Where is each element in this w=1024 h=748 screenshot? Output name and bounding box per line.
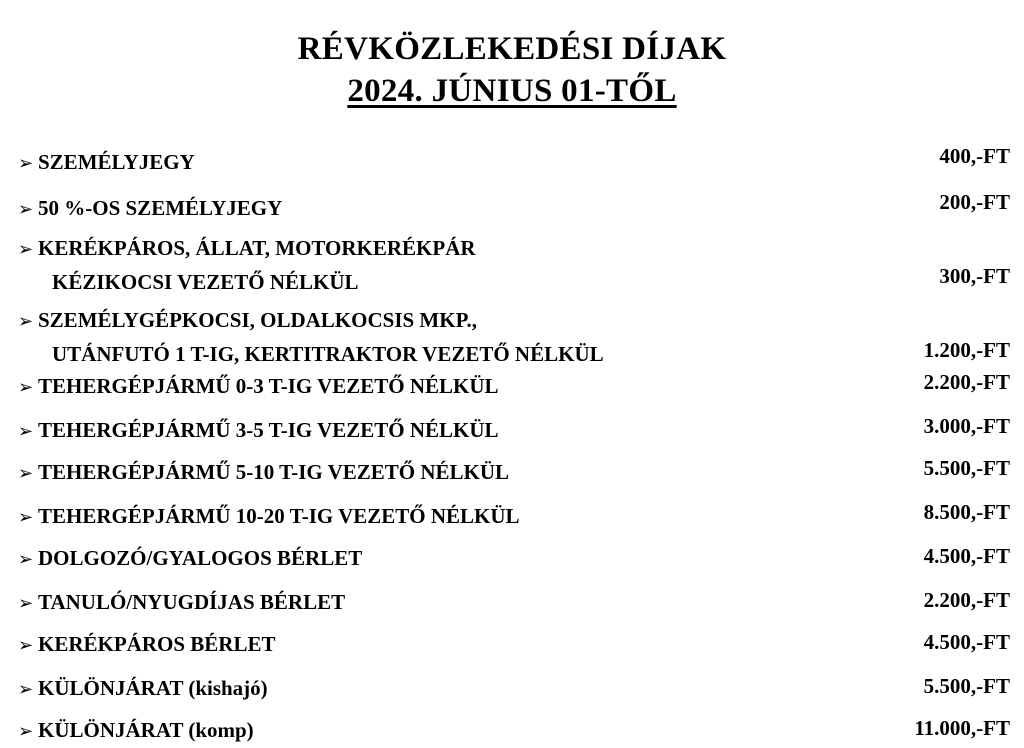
price-row-label: TEHERGÉPJÁRMŰ 5-10 T-IG VEZETŐ NÉLKÜL bbox=[38, 460, 510, 484]
page-subtitle bbox=[0, 71, 1024, 111]
price-value: 5.500,-FT bbox=[923, 456, 1010, 480]
price-row-label-line2: KÉZIKOCSI VEZETŐ NÉLKÜL bbox=[52, 270, 359, 294]
price-value: 300,-FT bbox=[939, 264, 1010, 288]
price-value: 4.500,-FT bbox=[923, 630, 1010, 654]
price-row-label-wrap bbox=[18, 192, 282, 226]
price-row-label: KERÉKPÁROS BÉRLET bbox=[38, 632, 276, 656]
arrow-bullet-icon: ➢ bbox=[18, 463, 34, 484]
price-row-label-line2: UTÁNFUTÓ 1 T-IG, KERTITRAKTOR VEZETŐ NÉLKÜL bbox=[52, 342, 604, 366]
arrow-bullet-icon: ➢ bbox=[18, 199, 34, 220]
price-value: 5.500,-FT bbox=[923, 674, 1010, 698]
price-value: 1.200,-FT bbox=[923, 338, 1010, 362]
price-row-label-wrap bbox=[18, 146, 195, 180]
arrow-bullet-icon: ➢ bbox=[18, 239, 34, 260]
price-value: 2.200,-FT bbox=[923, 588, 1010, 612]
price-row-label: KERÉKPÁROS, ÁLLAT, MOTORKERÉKPÁR bbox=[38, 236, 476, 260]
price-row-label: SZEMÉLYGÉPKOCSI, OLDALKOCSIS MKP., bbox=[38, 308, 477, 332]
price-value: 400,-FT bbox=[939, 144, 1010, 168]
arrow-bullet-icon: ➢ bbox=[18, 635, 34, 656]
price-row-label-wrap bbox=[18, 628, 275, 662]
price-row-label: KÜLÖNJÁRAT (kishajó) bbox=[38, 676, 268, 700]
price-row-label: TEHERGÉPJÁRMŰ 3-5 T-IG VEZETŐ NÉLKÜL bbox=[38, 418, 499, 442]
arrow-bullet-icon: ➢ bbox=[18, 593, 34, 614]
price-row-label-wrap bbox=[18, 542, 362, 576]
price-value: 3.000,-FT bbox=[923, 414, 1010, 438]
price-row-label-wrap bbox=[18, 586, 345, 620]
price-value: 4.500,-FT bbox=[923, 544, 1010, 568]
page-title: RÉVKÖZLEKEDÉSI DÍJAK bbox=[297, 31, 727, 67]
price-row-label-wrap bbox=[18, 304, 604, 370]
arrow-bullet-icon: ➢ bbox=[18, 311, 34, 332]
price-row-label-wrap bbox=[18, 672, 268, 706]
price-row-label-wrap bbox=[18, 414, 499, 448]
price-row-label: KÜLÖNJÁRAT (komp) bbox=[38, 718, 254, 742]
arrow-bullet-icon: ➢ bbox=[18, 421, 34, 442]
price-row-label: TANULÓ/NYUGDÍJAS BÉRLET bbox=[38, 590, 346, 614]
price-value: 8.500,-FT bbox=[923, 500, 1010, 524]
subtitle-text: 2024. JÚNIUS 01-TŐL bbox=[347, 73, 677, 109]
price-value: 11.000,-FT bbox=[914, 716, 1010, 740]
price-row-label-wrap bbox=[18, 370, 499, 404]
arrow-bullet-icon: ➢ bbox=[18, 377, 34, 398]
price-row-label: TEHERGÉPJÁRMŰ 10-20 T-IG VEZETŐ NÉLKÜL bbox=[38, 504, 520, 528]
arrow-bullet-icon: ➢ bbox=[18, 679, 34, 700]
arrow-bullet-icon: ➢ bbox=[18, 507, 34, 528]
price-row-label: SZEMÉLYJEGY bbox=[38, 150, 195, 174]
price-row-label: 50 %-OS SZEMÉLYJEGY bbox=[38, 196, 283, 220]
price-value: 2.200,-FT bbox=[923, 370, 1010, 394]
price-row-label-wrap bbox=[18, 500, 520, 534]
price-row-label: TEHERGÉPJÁRMŰ 0-3 T-IG VEZETŐ NÉLKÜL bbox=[38, 374, 499, 398]
arrow-bullet-icon: ➢ bbox=[18, 549, 34, 570]
price-row-label: DOLGOZÓ/GYALOGOS BÉRLET bbox=[38, 546, 363, 570]
price-row-label-wrap bbox=[18, 456, 509, 490]
price-row-label-wrap bbox=[18, 714, 254, 748]
arrow-bullet-icon: ➢ bbox=[18, 153, 34, 174]
price-value: 200,-FT bbox=[939, 190, 1010, 214]
price-row-label-wrap bbox=[18, 232, 476, 298]
arrow-bullet-icon: ➢ bbox=[18, 721, 34, 742]
